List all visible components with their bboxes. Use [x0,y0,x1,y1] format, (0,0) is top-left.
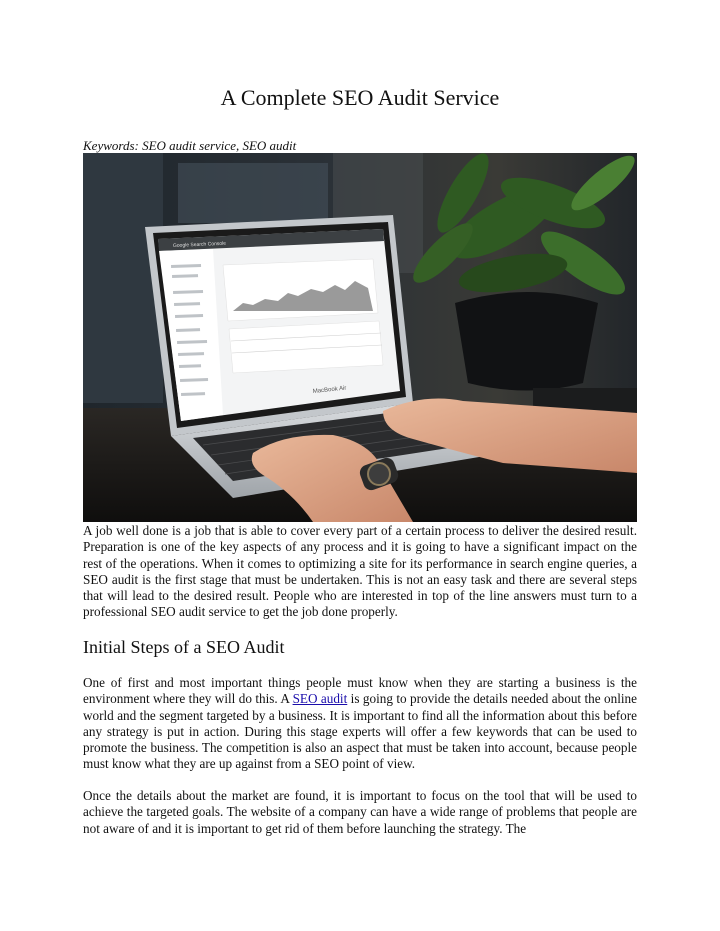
laptop [145,215,413,436]
keywords-line: Keywords: SEO audit service, SEO audit [83,138,297,153]
svg-text:MacBook Air: MacBook Air [312,385,347,395]
paragraph-text-before-link: One of first and most important things people must know when they are starting a business is the environment where they will do this. A [83,675,637,707]
paragraph-text-after-link: is going to provide the details needed about the online world and the segment targeted by a business. It is important to find all the information about this before any strategy is put in action. During this stage experts will offer a few keywords that can be used to promote the business. The competition is also an aspect that must be taken into account, because people must know what they are up against from a SEO point of view. [83,691,637,772]
seo-audit-link[interactable]: SEO audit [292,691,348,707]
laptop-photo [83,153,637,522]
section-paragraph [83,675,637,773]
page-fade [0,840,720,931]
section-heading: Initial Steps of a SEO Audit [83,637,285,657]
svg-text:Google Search Console: Google Search Console [172,240,227,249]
closing-paragraph: Once the details about the market are found, it is important to focus on the tool that will be used to achieve the targeted goals. The website of a company can have a wide range of problems that people are not aware of and it is important to get rid of them before launching the strategy. The [83,788,637,836]
document-title: A Complete SEO Audit Service [220,85,500,110]
intro-paragraph: A job well done is a job that is able to cover every part of a certain process to deliver the desired result. Preparation is one of the key aspects of any process and it is going to have a significant impact on the rest of the operations. When it comes to optimizing a site for its performance in search engine queries, a SEO audit is the first stage that must be undertaken. This is not an easy task and there are several steps that will lead to the desired result. People who are interested in top of the line answers must turn to a professional SEO audit service to get the job done properly. [83,523,637,620]
